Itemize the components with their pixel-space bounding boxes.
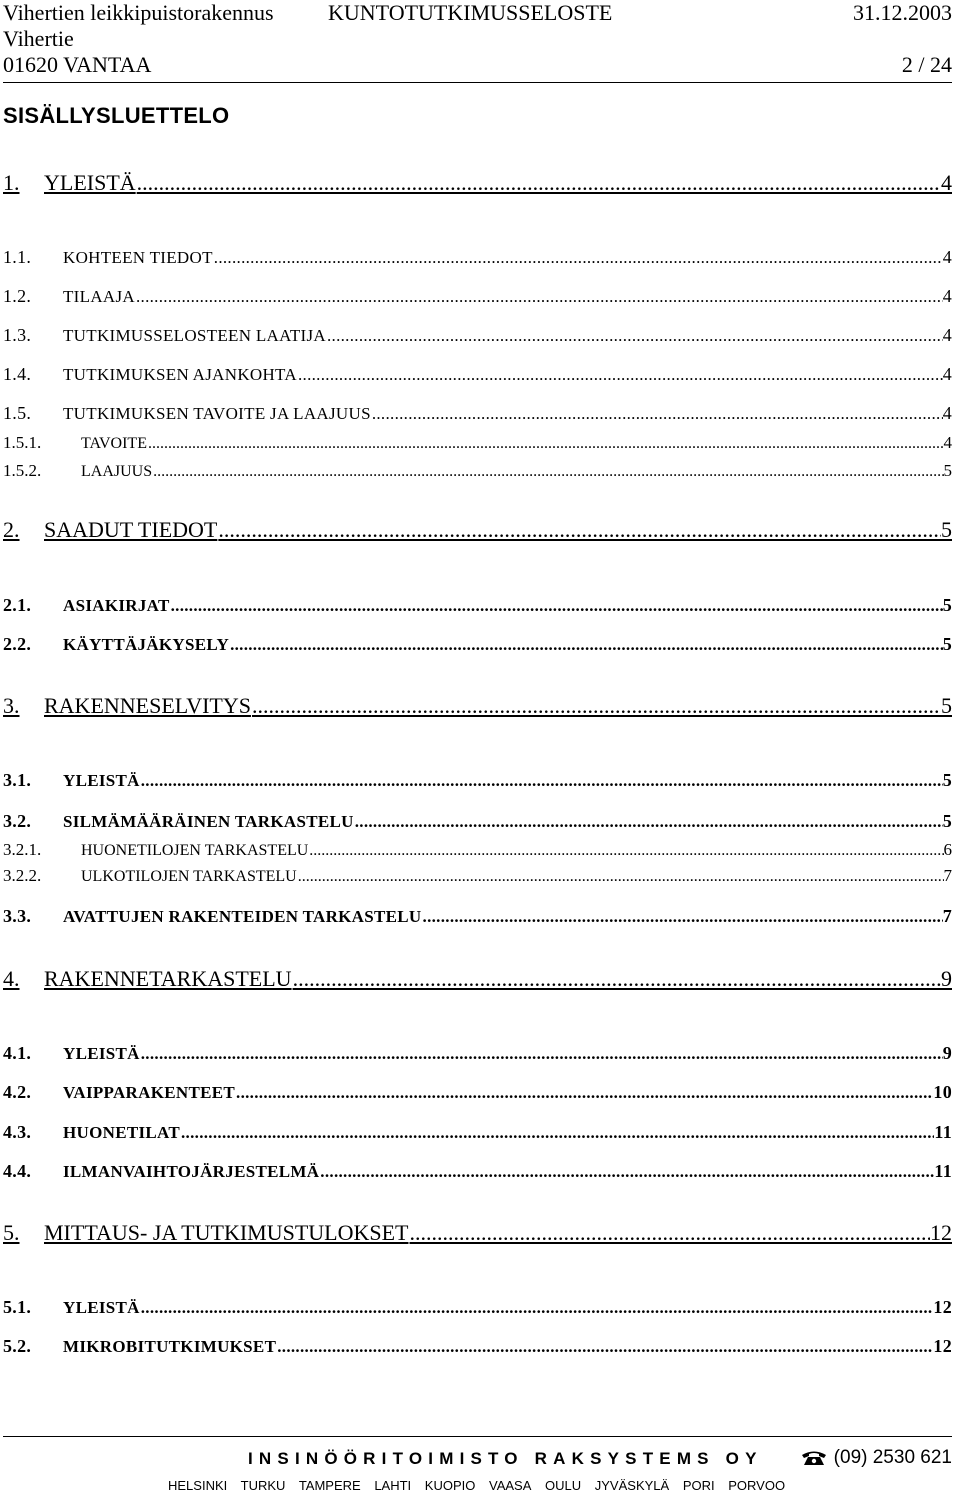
toc-leader-dots [409, 1220, 931, 1246]
toc-entry[interactable] [3, 693, 952, 723]
header-postal: 01620 VANTAA [3, 52, 152, 77]
toc-entry-title: AVATTUJEN RAKENTEIDEN TARKASTELU [63, 907, 422, 926]
toc-entry-title: TUTKIMUKSEN AJANKOHTA [63, 365, 297, 384]
toc-leader-dots [319, 1162, 934, 1182]
toc-entry-page: 4 [942, 286, 952, 306]
footer-cities [168, 1478, 795, 1493]
toc-entry-number: 3.2.1. [3, 840, 42, 859]
footer-city: HELSINKI [168, 1478, 228, 1493]
toc-entry-number: 3.1. [3, 770, 32, 790]
toc-leader-dots [140, 1298, 934, 1318]
toc-leader-dots [170, 596, 943, 616]
footer-city: VAASA [489, 1478, 532, 1493]
toc-entry[interactable] [3, 595, 952, 625]
toc-entry-page: 5 [943, 461, 952, 480]
toc-entry[interactable] [3, 170, 952, 200]
toc-entry-page: 5 [942, 634, 952, 654]
toc-entry-title: VAIPPARAKENTEET [63, 1083, 236, 1102]
toc-entry[interactable] [3, 1297, 952, 1327]
toc-entry-number: 1.2. [3, 286, 32, 306]
toc-entry-number: 1.3. [3, 325, 32, 345]
toc-entry[interactable] [3, 906, 952, 936]
toc-entry-page: 5 [942, 811, 952, 831]
toc-entry-page: 9 [941, 966, 952, 991]
toc-entry-title: KÄYTTÄJÄKYSELY [63, 635, 230, 654]
toc-entry-page: 5 [941, 517, 952, 542]
toc-entry-number: 5. [3, 1220, 20, 1245]
toc-entry-number: 3.2. [3, 811, 32, 831]
toc-entry-title: SILMÄMÄÄRÄINEN TARKASTELU [63, 812, 354, 831]
footer-city: PORVOO [728, 1478, 786, 1493]
toc-entry-number: 1. [3, 170, 20, 195]
header-org: Vihertien leikkipuistorakennus [3, 0, 274, 25]
toc-entry-number: 3.3. [3, 906, 32, 926]
toc-entry[interactable] [3, 403, 952, 433]
toc-entry-page: 4 [942, 403, 952, 423]
toc-entry-title: HUONETILAT [63, 1123, 180, 1142]
toc-entry[interactable] [3, 1122, 952, 1152]
toc-leader-dots [213, 248, 943, 268]
toc-entry-number: 4.4. [3, 1161, 32, 1181]
toc-entry-page: 5 [941, 693, 952, 718]
toc-entry-title: HUONETILOJEN TARKASTELU [81, 842, 309, 859]
toc-entry-title: TAVOITE [81, 435, 147, 452]
toc-leader-dots [292, 966, 941, 992]
toc-entry-page: 5 [942, 595, 952, 615]
toc-entry-number: 1.5.1. [3, 433, 42, 452]
toc-entry-page: 11 [934, 1122, 952, 1142]
toc-entry-title: ULKOTILOJEN TARKASTELU [81, 868, 297, 885]
header-row-3 [3, 52, 952, 80]
toc-entry-number: 5.1. [3, 1297, 32, 1317]
toc-entry-page: 4 [942, 247, 952, 267]
toc-leader-dots [136, 170, 941, 196]
toc-leader-dots [235, 1083, 933, 1103]
header-street: Vihertie [3, 26, 74, 51]
header-doc-type: KUNTOTUTKIMUSSELOSTE [328, 0, 613, 25]
toc-entry-page: 4 [943, 433, 952, 452]
toc-entry[interactable] [3, 770, 952, 800]
toc-entry[interactable] [3, 286, 952, 316]
toc-entry-number: 1.5.2. [3, 461, 42, 480]
header-date: 31.12.2003 [853, 0, 952, 25]
footer-city: TAMPERE [298, 1478, 361, 1493]
toc-entry[interactable] [3, 634, 952, 664]
toc-leader-dots [422, 907, 943, 927]
toc-entry-page: 11 [934, 1161, 952, 1181]
toc-entry-page: 12 [930, 1220, 952, 1245]
toc-entry[interactable] [3, 517, 952, 547]
toc-entry-title: KOHTEEN TIEDOT [63, 248, 213, 267]
toc-entry-title: ASIAKIRJAT [63, 596, 170, 615]
header-divider [3, 82, 952, 83]
toc-entry-number: 3. [3, 693, 20, 718]
toc-entry-page: 5 [942, 770, 952, 790]
toc-leader-dots [276, 1337, 933, 1357]
toc-leader-dots [147, 435, 944, 453]
toc-entry-page: 12 [933, 1336, 952, 1356]
toc-entry-number: 4. [3, 966, 20, 991]
footer-divider [3, 1436, 952, 1437]
toc-leader-dots [354, 812, 943, 832]
toc-leader-dots [140, 771, 943, 791]
toc-entry-title: RAKENNETARKASTELU [44, 966, 292, 991]
toc-entry-number: 3.2.2. [3, 866, 42, 885]
toc-entry-number: 2.1. [3, 595, 32, 615]
toc-leader-dots [326, 326, 943, 346]
toc-entry-title: MITTAUS- JA TUTKIMUSTULOKSET [44, 1220, 409, 1245]
toc-leader-dots [152, 463, 943, 481]
toc-entry-page: 6 [943, 840, 952, 859]
toc-entry[interactable] [3, 247, 952, 277]
toc-entry-page: 10 [933, 1082, 952, 1102]
toc-entry-title: LAAJUUS [81, 463, 153, 480]
header-row-2 [3, 26, 952, 52]
toc-entry-number: 5.2. [3, 1336, 32, 1356]
toc-entry-number: 1.1. [3, 247, 32, 267]
header-page-indicator: 2 / 24 [901, 52, 952, 77]
toc-leader-dots [251, 693, 941, 719]
toc-entry[interactable] [3, 811, 952, 841]
toc-entry-title: SAADUT TIEDOT [44, 517, 218, 542]
footer-city: JYVÄSKYLÄ [594, 1478, 670, 1493]
toc-entry[interactable] [3, 1161, 952, 1191]
toc-entry-page: 9 [942, 1043, 952, 1063]
toc-leader-dots [140, 1044, 943, 1064]
toc-leader-dots [180, 1123, 934, 1143]
toc-entry-number: 4.2. [3, 1082, 32, 1102]
toc-entry-number: 4.1. [3, 1043, 32, 1063]
toc-entry[interactable] [3, 433, 952, 463]
footer-phone [800, 1447, 952, 1469]
toc-leader-dots [297, 868, 944, 886]
toc-entry-page: 4 [941, 170, 952, 195]
toc-entry-title: RAKENNESELVITYS [44, 693, 251, 718]
toc-entry-page: 7 [942, 906, 952, 926]
footer-company: INSINÖÖRITOIMISTO RAKSYSTEMS OY [248, 1449, 763, 1468]
toc-entry-title: YLEISTÄ [63, 1298, 140, 1317]
toc-entry-page: 12 [933, 1297, 952, 1317]
toc-leader-dots [308, 842, 943, 860]
toc-entry-number: 1.5. [3, 403, 32, 423]
toc-entry-page: 7 [943, 866, 952, 885]
toc-entry-title: YLEISTÄ [44, 170, 136, 195]
toc-entry-page: 4 [942, 364, 952, 384]
footer-city: KUOPIO [424, 1478, 476, 1493]
toc-entry[interactable] [3, 461, 952, 491]
toc-entry[interactable] [3, 1336, 952, 1366]
header-row-1 [3, 0, 952, 26]
toc-leader-dots [217, 517, 941, 543]
telephone-icon [800, 1449, 828, 1467]
footer-city: PORI [682, 1478, 715, 1493]
toc-entry-page: 4 [942, 325, 952, 345]
toc-entry-title: YLEISTÄ [63, 771, 140, 790]
footer-city: OULU [545, 1478, 582, 1493]
toc-entry-title: MIKROBITUTKIMUKSET [63, 1337, 277, 1356]
toc-entry-title: TILAAJA [63, 287, 135, 306]
footer-city: LAHTI [374, 1478, 412, 1493]
toc-entry-number: 2. [3, 517, 20, 542]
footer-phone-number: (09) 2530 621 [833, 1447, 952, 1468]
toc-entry-number: 1.4. [3, 364, 32, 384]
toc-entry-title: YLEISTÄ [63, 1044, 140, 1063]
toc-entry-number: 4.3. [3, 1122, 32, 1142]
toc-leader-dots [229, 635, 943, 655]
footer-city: TURKU [240, 1478, 286, 1493]
toc-entry-title: TUTKIMUKSEN TAVOITE JA LAAJUUS [63, 404, 371, 423]
toc-entry[interactable] [3, 1220, 952, 1250]
toc-entry[interactable] [3, 325, 952, 355]
toc-heading: SISÄLLYSLUETTELO [3, 103, 230, 128]
toc-leader-dots [297, 365, 943, 385]
toc-entry-title: TUTKIMUSSELOSTEEN LAATIJA [63, 326, 326, 345]
toc-entry-title: ILMANVAIHTOJÄRJESTELMÄ [63, 1162, 320, 1181]
toc-entry[interactable] [3, 1043, 952, 1073]
toc-entry-number: 2.2. [3, 634, 32, 654]
toc-entry[interactable] [3, 966, 952, 996]
toc-entry[interactable] [3, 866, 952, 896]
toc-entry[interactable] [3, 364, 952, 394]
toc-leader-dots [371, 404, 943, 424]
toc-entry[interactable] [3, 1082, 952, 1112]
toc-leader-dots [135, 287, 943, 307]
